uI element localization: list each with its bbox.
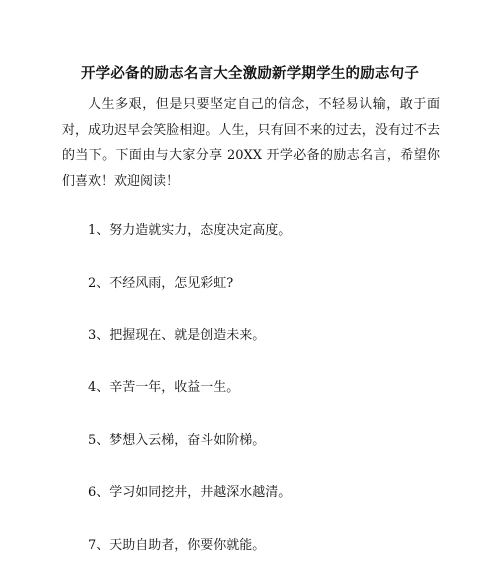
quote-item-4: 4、辛苦一年，收益一生。 <box>88 380 240 395</box>
quote-item-7: 7、天助自助者，你要你就能。 <box>88 538 266 553</box>
quote-item-3: 3、把握现在、就是创造未来。 <box>88 328 266 343</box>
document-title: 开学必备的励志名言大全激励新学期学生的励志句子 <box>80 65 420 82</box>
quote-item-1: 1、努力造就实力，态度决定高度。 <box>88 223 292 238</box>
quote-item-5: 5、梦想入云梯，奋斗如阶梯。 <box>88 433 266 448</box>
intro-paragraph: 人生多艰，但是只要坚定自己的信念，不轻易认输，敢于面对，成功迟早会笑脸相迎。人生，只有回不来的过去，没有过不去的当下。下面由与大家分享 20XX 开学必备的励志名言，希望你们喜欢！欢迎阅读！ <box>62 97 440 189</box>
quote-item-2: 2、不经风雨，怎见彩虹? <box>88 276 234 291</box>
quote-item-6: 6、学习如同挖井，井越深水越清。 <box>88 485 292 500</box>
